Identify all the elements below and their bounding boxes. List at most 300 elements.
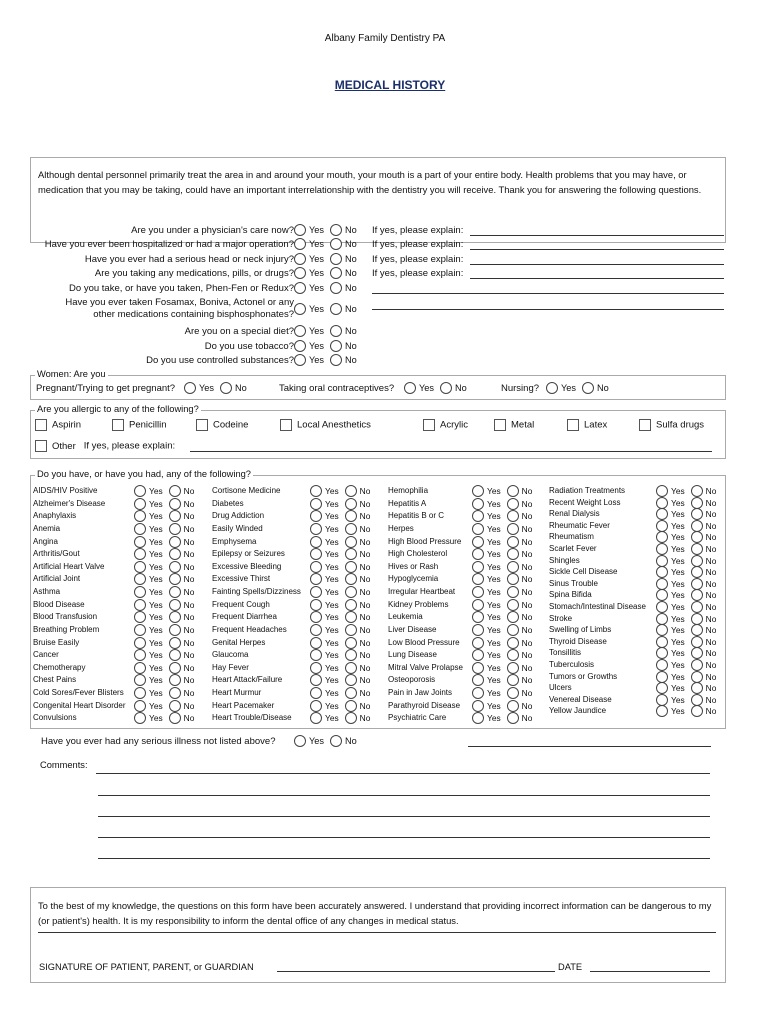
condition-1-14-answer-no-radio[interactable] (169, 662, 181, 674)
condition-2-10-answer-no-radio[interactable] (345, 611, 357, 623)
condition-4-14-answer-yes-label: Yes (671, 648, 685, 659)
condition-4-5-answer-yes-radio[interactable] (656, 543, 668, 555)
condition-2-2-answer-no-radio[interactable] (345, 510, 357, 522)
comment-line-3[interactable] (98, 837, 710, 838)
allergy-other[interactable] (35, 440, 175, 452)
condition-1-9-answer-no-radio[interactable] (169, 599, 181, 611)
condition-2-0: Cortisone Medicine (212, 486, 281, 495)
condition-1-13-answer-no-radio[interactable] (169, 649, 181, 661)
condition-4-13-answer-no-radio[interactable] (691, 636, 703, 648)
condition-1-0-answer-yes-radio[interactable] (134, 485, 146, 497)
condition-3-18-answer-no-radio[interactable] (507, 712, 519, 724)
condition-1-18-answer-no-radio[interactable] (169, 712, 181, 724)
condition-2-9-answer-yes-radio[interactable] (310, 599, 322, 611)
other-illness-answer-yes-radio[interactable] (294, 735, 306, 747)
question-9-answer-no-radio[interactable] (330, 354, 342, 366)
women-legend: Women: Are you (37, 369, 106, 379)
condition-1-12-answer (134, 637, 194, 649)
condition-4-10-answer-no-label: No (705, 602, 717, 612)
date-field[interactable] (590, 971, 710, 972)
allergy-checkbox-6[interactable] (567, 419, 579, 431)
condition-3-9-answer-yes-radio[interactable] (472, 599, 484, 611)
condition-1-7-answer-yes-radio[interactable] (134, 573, 146, 585)
explain-field-2[interactable] (470, 264, 724, 265)
condition-4-11-answer-no-radio[interactable] (691, 613, 703, 625)
condition-3-15-answer-no-radio[interactable] (507, 674, 519, 686)
condition-3-18-answer-yes-radio[interactable] (472, 712, 484, 724)
pregnant-answer-yes-radio[interactable] (184, 382, 196, 394)
condition-1-14-answer-yes-radio[interactable] (134, 662, 146, 674)
condition-3-12-answer-no-radio[interactable] (507, 637, 519, 649)
condition-1-11-answer-yes-radio[interactable] (134, 624, 146, 636)
condition-3-16-answer-no-radio[interactable] (507, 687, 519, 699)
condition-2-9-answer-no-label: No (359, 599, 371, 610)
condition-4-3-answer-yes-radio[interactable] (656, 520, 668, 532)
condition-1-10-answer-yes-radio[interactable] (134, 611, 146, 623)
condition-3-15-answer-yes-radio[interactable] (472, 674, 484, 686)
condition-1-8-answer-no-radio[interactable] (169, 586, 181, 598)
contraceptives-answer-no-radio[interactable] (440, 382, 452, 394)
condition-4-14-answer-no-label: No (705, 648, 717, 659)
question-4-answer-no-radio[interactable] (330, 282, 342, 294)
condition-1-13-answer (134, 649, 194, 661)
condition-4-15-answer-no-radio[interactable] (691, 659, 703, 671)
condition-1-5-answer-no-radio[interactable] (169, 548, 181, 560)
question-2-answer-no-radio[interactable] (330, 253, 342, 265)
condition-2-7-answer-yes-radio[interactable] (310, 573, 322, 585)
condition-4-11-answer-yes-radio[interactable] (656, 613, 668, 625)
condition-1-8: Asthma (33, 587, 61, 597)
allergy-3[interactable] (280, 419, 371, 431)
question-7: Are you on a special diet? (184, 326, 294, 337)
condition-1-1-answer-no-radio[interactable] (169, 498, 181, 510)
condition-1-6-answer-no-radio[interactable] (169, 561, 181, 573)
condition-2-6-answer-yes-radio[interactable] (310, 561, 322, 573)
condition-1-2-answer-yes-radio[interactable] (134, 510, 146, 522)
question-3-answer-yes-radio[interactable] (294, 267, 306, 279)
condition-4-12-answer-no-radio[interactable] (691, 624, 703, 636)
condition-4-3-answer-no-radio[interactable] (691, 520, 703, 532)
condition-2-5-answer-no-radio[interactable] (345, 548, 357, 560)
nursing-answer-no-radio[interactable] (582, 382, 594, 394)
question-0-answer-no-radio[interactable] (330, 224, 342, 236)
condition-1-3-answer-yes-radio[interactable] (134, 523, 146, 535)
explain-label-1: If yes, please explain: (372, 239, 464, 250)
explain-field-0[interactable] (470, 235, 724, 236)
condition-2-15-answer-no-radio[interactable] (345, 674, 357, 686)
condition-1-13-answer-yes-radio[interactable] (134, 649, 146, 661)
allergy-label-0: Aspirin (52, 419, 82, 431)
condition-2-1-answer-yes-radio[interactable] (310, 498, 322, 510)
condition-2-14-answer-yes-radio[interactable] (310, 662, 322, 674)
condition-4-16-answer-yes-label: Yes (671, 671, 685, 682)
question-5-answer-no-radio[interactable] (330, 303, 342, 315)
condition-2-11-answer-yes-radio[interactable] (310, 624, 322, 636)
condition-3-17-answer-no-radio[interactable] (507, 700, 519, 712)
condition-3-12-answer-yes-label: Yes (487, 637, 501, 648)
condition-2-2-answer-yes-radio[interactable] (310, 510, 322, 522)
question-3-answer-no-radio[interactable] (330, 267, 342, 279)
condition-1-8-answer-no-label: No (183, 587, 195, 598)
condition-2-17-answer-yes-radio[interactable] (310, 700, 322, 712)
condition-4-15-answer-yes-radio[interactable] (656, 659, 668, 671)
condition-1-11-answer-no-radio[interactable] (169, 624, 181, 636)
condition-4-2-answer-no-radio[interactable] (691, 508, 703, 520)
condition-2-5-answer-yes-radio[interactable] (310, 548, 322, 560)
question-8-answer-yes-radio[interactable] (294, 340, 306, 352)
condition-3-1-answer-no-radio[interactable] (507, 498, 519, 510)
condition-1-8-answer-yes-radio[interactable] (134, 586, 146, 598)
condition-1-16-answer-yes-radio[interactable] (134, 687, 146, 699)
condition-1-12-answer-no-radio[interactable] (169, 637, 181, 649)
condition-4-1-answer-no-radio[interactable] (691, 497, 703, 509)
question-8-answer-yes-label: Yes (309, 341, 324, 351)
condition-3-4-answer-yes-radio[interactable] (472, 536, 484, 548)
condition-3-11-answer-no-radio[interactable] (507, 624, 519, 636)
condition-2-0-answer-yes-radio[interactable] (310, 485, 322, 497)
condition-4-8-answer-no-radio[interactable] (691, 578, 703, 590)
condition-3-5-answer-no-radio[interactable] (507, 548, 519, 560)
condition-2-14-answer-no-label: No (359, 662, 371, 673)
condition-1-10-answer-no-radio[interactable] (169, 611, 181, 623)
allergy-7[interactable] (639, 419, 704, 431)
condition-1-4-answer-no-radio[interactable] (169, 536, 181, 548)
condition-1-2-answer (134, 510, 194, 522)
condition-3-13-answer-yes-radio[interactable] (472, 649, 484, 661)
question-4-answer-yes-radio[interactable] (294, 282, 306, 294)
condition-3-15-answer-yes-label: Yes (487, 675, 501, 686)
allergy-0[interactable] (35, 419, 81, 431)
condition-1-18-answer-yes-radio[interactable] (134, 712, 146, 724)
condition-4-10-answer-yes-radio[interactable] (656, 601, 668, 613)
date-label: DATE (558, 962, 583, 972)
condition-1-16-answer (134, 687, 194, 699)
question-2: Have you ever had a serious head or neck injury? (84, 254, 294, 265)
condition-4-18-answer-no-label: No (705, 694, 717, 705)
condition-4-3: Rheumatic Fever (549, 520, 610, 530)
condition-3-7-answer (472, 573, 532, 585)
condition-3-3-answer-yes-radio[interactable] (472, 523, 484, 535)
condition-3-6-answer (472, 561, 532, 573)
condition-4-6-answer-no-radio[interactable] (691, 555, 703, 567)
condition-2-17-answer-no-radio[interactable] (345, 700, 357, 712)
question-7-answer-yes-radio[interactable] (294, 325, 306, 337)
condition-3-4-answer (472, 536, 532, 548)
condition-4-12-answer-yes-radio[interactable] (656, 624, 668, 636)
condition-4-7-answer-no-radio[interactable] (691, 566, 703, 578)
conditions-legend: Do you have, or have you had, any of the following? (37, 469, 251, 479)
attest-line (38, 932, 716, 933)
other-illness-answer (294, 735, 357, 747)
condition-2-0-answer-yes-label: Yes (325, 486, 339, 496)
condition-3-15-answer-no-label: No (521, 675, 533, 686)
condition-4-16-answer-no-radio[interactable] (691, 671, 703, 683)
condition-2-18-answer-no-radio[interactable] (345, 712, 357, 724)
condition-3-10-answer-no-radio[interactable] (507, 611, 519, 623)
condition-2-10-answer-no-label: No (359, 612, 371, 623)
allergy-checkbox-7[interactable] (639, 419, 651, 431)
condition-4-13-answer-yes-radio[interactable] (656, 636, 668, 648)
condition-2-12-answer-no-radio[interactable] (345, 637, 357, 649)
condition-3-14-answer-no-radio[interactable] (507, 662, 519, 674)
condition-4-5-answer-no-radio[interactable] (691, 543, 703, 555)
condition-3-6-answer-yes-radio[interactable] (472, 561, 484, 573)
condition-1-18-answer (134, 712, 194, 724)
condition-4-14-answer-no-radio[interactable] (691, 647, 703, 659)
condition-2-8-answer-yes-label: Yes (325, 587, 339, 598)
condition-4-2: Renal Dialysis (549, 509, 600, 519)
condition-3-6-answer-no-radio[interactable] (507, 561, 519, 573)
condition-3-1-answer-yes-radio[interactable] (472, 498, 484, 510)
condition-2-10-answer-yes-radio[interactable] (310, 611, 322, 623)
question-8-answer-no-radio[interactable] (330, 340, 342, 352)
condition-1-7-answer-no-radio[interactable] (169, 573, 181, 585)
condition-4-19-answer-yes-radio[interactable] (656, 705, 668, 717)
intro-text: Although dental personnel primarily treat the area in and around your mouth, your mouth is a part of your entire body. Health problems that you may have, or medication that you may be taking, could have an important interrelationship with the dentistry you will receive. Thank you for answering the following questions. (38, 169, 702, 195)
condition-1-4-answer-yes-radio[interactable] (134, 536, 146, 548)
condition-2-4-answer-no-radio[interactable] (345, 536, 357, 548)
condition-3-8-answer-no-label: No (521, 587, 533, 598)
condition-4-0-answer-yes-radio[interactable] (656, 485, 668, 497)
condition-3-5-answer-yes-radio[interactable] (472, 548, 484, 560)
condition-2-3-answer-yes-radio[interactable] (310, 523, 322, 535)
condition-4-9-answer-yes-radio[interactable] (656, 589, 668, 601)
explain-label-3: If yes, please explain: (372, 268, 464, 279)
condition-4-2-answer-yes-radio[interactable] (656, 508, 668, 520)
question-9-answer-yes-radio[interactable] (294, 354, 306, 366)
condition-4-14-answer-yes-radio[interactable] (656, 647, 668, 659)
condition-4-3-answer (656, 520, 716, 532)
condition-3-12-answer-yes-radio[interactable] (472, 637, 484, 649)
allergy-checkbox-1[interactable] (112, 419, 124, 431)
comment-line-1[interactable] (98, 795, 710, 796)
condition-2-10-answer (310, 611, 370, 623)
condition-1-5-answer-yes-radio[interactable] (134, 548, 146, 560)
condition-2-0-answer-no-radio[interactable] (345, 485, 357, 497)
contraceptives-answer-yes-radio[interactable] (404, 382, 416, 394)
condition-3-0: Hemophilia (388, 486, 429, 495)
condition-4-12-answer (656, 624, 716, 636)
condition-1-15-answer-yes-radio[interactable] (134, 674, 146, 686)
condition-4-7-answer-yes-radio[interactable] (656, 566, 668, 578)
question-5-answer (294, 303, 357, 315)
question-0-answer-yes-radio[interactable] (294, 224, 306, 236)
other-illness-field[interactable] (468, 746, 711, 747)
explain-label-0: If yes, please explain: (372, 225, 464, 236)
condition-3-2-answer-no-radio[interactable] (507, 510, 519, 522)
allergy-checkbox-4[interactable] (423, 419, 435, 431)
condition-3-14-answer-yes-radio[interactable] (472, 662, 484, 674)
condition-1-3-answer-yes-label: Yes (149, 523, 163, 534)
condition-1-11: Breathing Problem (33, 624, 100, 634)
condition-4-18-answer-yes-radio[interactable] (656, 694, 668, 706)
condition-1-15-answer-no-radio[interactable] (169, 674, 181, 686)
condition-4-17-answer-yes-radio[interactable] (656, 682, 668, 694)
condition-4-19-answer-yes-label: Yes (671, 706, 685, 717)
explain-field-4[interactable] (372, 293, 724, 294)
condition-1-17-answer-no-radio[interactable] (169, 700, 181, 712)
condition-1-12-answer-yes-radio[interactable] (134, 637, 146, 649)
condition-4-9-answer-yes-label: Yes (671, 590, 685, 601)
allergy-checkbox-3[interactable] (280, 419, 292, 431)
condition-1-15-answer-yes-label: Yes (149, 675, 163, 686)
condition-3-4-answer-yes-label: Yes (487, 536, 501, 547)
signature-label: SIGNATURE OF PATIENT, PARENT, or GUARDIAN (39, 962, 254, 972)
condition-3-0-answer-no-radio[interactable] (507, 485, 519, 497)
condition-2-9-answer-no-radio[interactable] (345, 599, 357, 611)
condition-2-4-answer-yes-radio[interactable] (310, 536, 322, 548)
question-8-answer-no-label: No (345, 341, 357, 351)
condition-2-6-answer-no-radio[interactable] (345, 561, 357, 573)
condition-1-2-answer-no-radio[interactable] (169, 510, 181, 522)
nursing-answer-yes-radio[interactable] (546, 382, 558, 394)
condition-2-8-answer-yes-radio[interactable] (310, 586, 322, 598)
condition-2-8-answer-no-label: No (359, 587, 371, 598)
condition-3-17-answer-yes-label: Yes (487, 700, 501, 711)
condition-2-14-answer-no-radio[interactable] (345, 662, 357, 674)
comment-line-0[interactable] (96, 773, 710, 774)
allergy-explain-field[interactable] (190, 451, 712, 452)
allergy-6[interactable] (567, 419, 607, 431)
condition-4-19-answer-no-radio[interactable] (691, 705, 703, 717)
condition-4-3-answer-no-label: No (705, 520, 717, 531)
condition-4-4-answer-no-radio[interactable] (691, 531, 703, 543)
comment-line-2[interactable] (98, 816, 710, 817)
condition-1-16-answer-no-radio[interactable] (169, 687, 181, 699)
condition-2-14: Hay Fever (212, 662, 249, 672)
condition-2-13-answer-no-radio[interactable] (345, 649, 357, 661)
condition-3-8-answer-yes-label: Yes (487, 587, 501, 598)
condition-2-18-answer-yes-radio[interactable] (310, 712, 322, 724)
condition-4-6-answer-yes-radio[interactable] (656, 555, 668, 567)
condition-1-6-answer-yes-radio[interactable] (134, 561, 146, 573)
condition-3-13: Lung Disease (388, 650, 437, 660)
condition-2-8-answer-no-radio[interactable] (345, 586, 357, 598)
condition-1-4-answer-yes-label: Yes (149, 536, 163, 547)
allergy-other-checkbox[interactable] (35, 440, 47, 452)
condition-4-15-answer (656, 659, 716, 671)
condition-1-9-answer-yes-radio[interactable] (134, 599, 146, 611)
condition-3-16-answer-yes-radio[interactable] (472, 687, 484, 699)
explain-field-3[interactable] (470, 278, 724, 279)
condition-2-1-answer-yes-label: Yes (325, 498, 339, 509)
condition-3-0-answer-yes-radio[interactable] (472, 485, 484, 497)
condition-1-6-answer (134, 561, 194, 573)
condition-3-9-answer-no-radio[interactable] (507, 599, 519, 611)
condition-2-5: Epilepsy or Seizures (212, 549, 285, 559)
condition-1-3-answer (134, 523, 194, 535)
question-1-answer-no-radio[interactable] (330, 238, 342, 250)
question-1-answer-yes-radio[interactable] (294, 238, 306, 250)
allergy-1[interactable] (112, 419, 167, 431)
other-illness-label: Have you ever had any serious illness not listed above? (41, 736, 276, 747)
condition-4-16-answer-yes-radio[interactable] (656, 671, 668, 683)
condition-2-16-answer-yes-radio[interactable] (310, 687, 322, 699)
question-3-answer-yes-label: Yes (309, 268, 324, 278)
condition-1-0-answer-no-radio[interactable] (169, 485, 181, 497)
condition-1-17-answer-yes-radio[interactable] (134, 700, 146, 712)
condition-2-12-answer-yes-radio[interactable] (310, 637, 322, 649)
condition-4-8-answer-yes-radio[interactable] (656, 578, 668, 590)
condition-4-18-answer-no-radio[interactable] (691, 694, 703, 706)
other-illness-answer-no-radio[interactable] (330, 735, 342, 747)
condition-2-11-answer-no-radio[interactable] (345, 624, 357, 636)
condition-4-0-answer-yes-label: Yes (671, 486, 685, 496)
condition-1-17-answer-yes-label: Yes (149, 700, 163, 711)
question-3: Are you taking any medications, pills, or drugs? (94, 268, 294, 279)
condition-2-7-answer-no-radio[interactable] (345, 573, 357, 585)
condition-4-10-answer-no-radio[interactable] (691, 601, 703, 613)
condition-4-0-answer-no-radio[interactable] (691, 485, 703, 497)
condition-3-14-answer (472, 662, 532, 674)
condition-3-8-answer-yes-radio[interactable] (472, 586, 484, 598)
explain-field-5[interactable] (372, 309, 724, 310)
condition-3-7-answer-no-radio[interactable] (507, 573, 519, 585)
condition-3-13-answer (472, 649, 532, 661)
condition-3-3-answer-no-radio[interactable] (507, 523, 519, 535)
condition-4-4-answer-yes-radio[interactable] (656, 531, 668, 543)
allergy-2[interactable] (196, 419, 248, 431)
nursing-answer-yes-label: Yes (561, 383, 576, 393)
condition-1-3-answer-no-radio[interactable] (169, 523, 181, 535)
condition-4-1-answer-yes-radio[interactable] (656, 497, 668, 509)
condition-3-14-answer-yes-label: Yes (487, 662, 501, 673)
allergy-checkbox-0[interactable] (35, 419, 47, 431)
condition-2-13-answer-yes-radio[interactable] (310, 649, 322, 661)
allergy-4[interactable] (423, 419, 468, 431)
condition-1-0-answer (134, 485, 194, 497)
condition-2-4-answer-no-label: No (359, 536, 371, 547)
contraceptives-answer (404, 382, 467, 394)
pregnant-answer-no-radio[interactable] (220, 382, 232, 394)
condition-2-15-answer-yes-radio[interactable] (310, 674, 322, 686)
condition-3-2-answer-yes-radio[interactable] (472, 510, 484, 522)
condition-3-7-answer-yes-radio[interactable] (472, 573, 484, 585)
condition-4-14: Tonsillitis (549, 648, 582, 658)
comment-line-4[interactable] (98, 858, 710, 859)
explain-field-1[interactable] (470, 249, 724, 250)
condition-4-9-answer-no-radio[interactable] (691, 589, 703, 601)
condition-3-13-answer-no-radio[interactable] (507, 649, 519, 661)
condition-3-4-answer-no-radio[interactable] (507, 536, 519, 548)
condition-3-17-answer-yes-radio[interactable] (472, 700, 484, 712)
condition-4-19: Yellow Jaundice (549, 706, 607, 716)
condition-2-1-answer-no-radio[interactable] (345, 498, 357, 510)
condition-1-1-answer-yes-radio[interactable] (134, 498, 146, 510)
condition-2-6: Excessive Bleeding (212, 561, 282, 571)
condition-3-17-answer-no-label: No (521, 700, 533, 711)
condition-3-11-answer-yes-radio[interactable] (472, 624, 484, 636)
condition-1-5-answer-yes-label: Yes (149, 549, 163, 560)
condition-1-7-answer-yes-label: Yes (149, 574, 163, 585)
signature-field[interactable] (277, 971, 555, 972)
allergy-checkbox-5[interactable] (494, 419, 506, 431)
question-7-answer-no-radio[interactable] (330, 325, 342, 337)
condition-3-8-answer-no-radio[interactable] (507, 586, 519, 598)
condition-2-3-answer-yes-label: Yes (325, 523, 339, 534)
condition-1-1-answer-no-label: No (183, 498, 195, 509)
condition-2-3-answer-no-radio[interactable] (345, 523, 357, 535)
condition-4-17-answer-no-radio[interactable] (691, 682, 703, 694)
question-5-answer-yes-radio[interactable] (294, 303, 306, 315)
allergy-5[interactable] (494, 419, 534, 431)
question-5: Have you ever taken Fosamax, Boniva, Actonel or any (65, 297, 294, 308)
allergy-checkbox-2[interactable] (196, 419, 208, 431)
question-8: Do you use tobacco? (204, 341, 294, 352)
condition-3-10-answer-yes-radio[interactable] (472, 611, 484, 623)
condition-2-16-answer-no-radio[interactable] (345, 687, 357, 699)
question-2-answer-yes-radio[interactable] (294, 253, 306, 265)
